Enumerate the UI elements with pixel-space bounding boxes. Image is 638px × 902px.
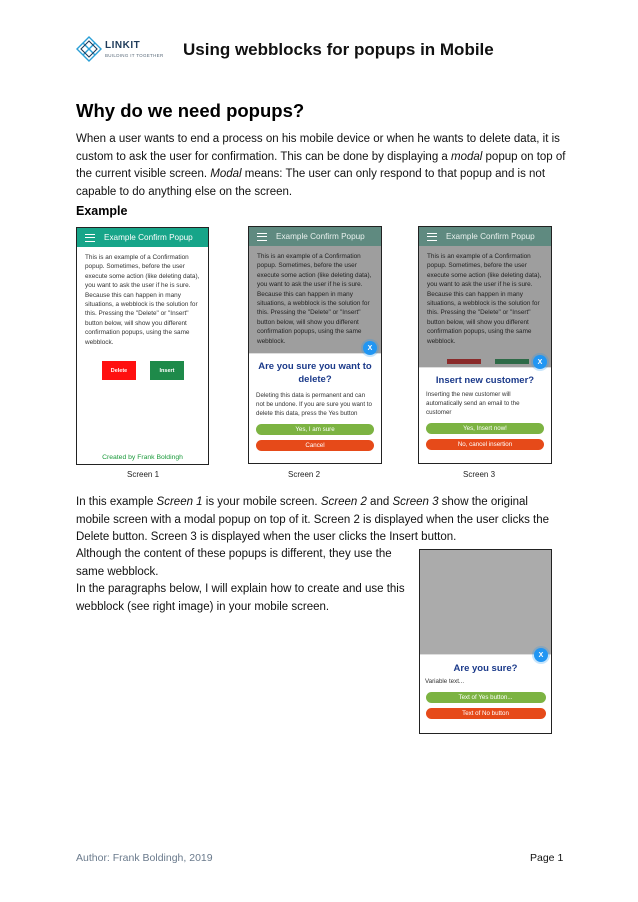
app-bar <box>249 227 381 246</box>
webblock-preview <box>419 549 552 734</box>
delete-confirm-modal <box>249 353 381 463</box>
close-icon[interactable]: X <box>533 355 547 369</box>
modal-text: Variable text... <box>425 678 465 685</box>
logo-name: LINKIT <box>105 40 141 51</box>
explain-paragraph <box>76 494 564 547</box>
app-bar-title: Example Confirm Popup <box>276 232 365 241</box>
example-label: Example <box>76 204 128 218</box>
menu-icon <box>257 233 267 241</box>
modal-title: Are you sure? <box>453 663 518 674</box>
explain-screen-1: Screen 1 <box>156 496 203 508</box>
caption-screen-3: Screen 3 <box>463 470 496 479</box>
action-buttons <box>102 361 184 380</box>
cancel-button[interactable]: No, cancel insertion <box>426 439 544 450</box>
app-bar <box>77 228 208 247</box>
explain-text-a: In this example <box>76 496 157 508</box>
cancel-button[interactable]: Cancel <box>256 440 374 451</box>
yes-button[interactable]: Yes, I am sure <box>256 424 374 435</box>
no-button[interactable]: Text of No button <box>426 708 546 719</box>
menu-icon <box>427 233 437 241</box>
screen-body-text: This is an example of a Confirmation popup. Sometimes, before the user execute some action (like deleting data), you want to ask the user if he is sure. Because this can happen in many situations, a webblock is the solution for this. Pressing the "Delete" or "Insert" button below, will show you different confirmation popups, using the same webblock. <box>257 253 372 345</box>
app-bar-title: Example Confirm Popup <box>104 233 193 242</box>
yes-button[interactable]: Text of Yes button... <box>426 692 546 703</box>
footer-page-number: Page 1 <box>530 852 564 864</box>
intro-paragraph <box>76 131 566 201</box>
explain-text-c: and <box>366 496 393 508</box>
screen-2 <box>248 226 382 464</box>
section-heading: Why do we need popups? <box>76 100 305 121</box>
webblock-paragraph-2: In the paragraphs below, I will explain how to create and use this webblock (see right image) in your mobile screen. <box>76 583 405 613</box>
webblock-modal <box>420 654 551 733</box>
caption-screen-2: Screen 2 <box>288 470 321 479</box>
app-bar <box>419 227 551 246</box>
dimmed-background <box>249 227 381 353</box>
intro-modal-word-2: Modal <box>210 168 242 180</box>
logo-mark-icon <box>76 36 102 62</box>
close-icon[interactable]: X <box>363 341 377 355</box>
explain-text-d: show the original mobile screen with a modal popup on top of it. Screen 2 is displayed when the user clicks the Delete button. Screen 3 is displayed when the user clicks the Insert button. <box>76 496 550 543</box>
modal-text: Deleting this data is permanent and can not be undone. If you are sure you want to delete this data, press the Yes button <box>256 392 372 417</box>
explain-screen-3: Screen 3 <box>392 496 439 508</box>
app-bar-title: Example Confirm Popup <box>446 232 535 241</box>
intro-text-3: means: The user can only respond to that popup and is not capable to do anything else on the screen. <box>76 168 546 198</box>
intro-modal-word: modal <box>451 150 483 163</box>
intro-text-1: When a user wants to end a process on his mobile device or when he wants to delete data, it is custom to ask the user for confirmation. This can be done by displaying a <box>76 133 560 163</box>
delete-button[interactable]: Delete <box>102 361 136 380</box>
screen-3 <box>418 226 552 464</box>
screen-1 <box>76 227 209 465</box>
webblock-paragraph-1: Although the content of these popups is different, they use the same webblock. <box>76 548 392 578</box>
dimmed-background <box>420 550 551 654</box>
close-icon[interactable]: X <box>534 648 548 662</box>
screen-body-text: This is an example of a Confirmation popup. Sometimes, before the user execute some action (like deleting data), you want to ask the user if he is sure. Because this can happen in many situations, a webblock is the solution for this. Pressing the "Delete" or "Insert" button below, will show you different confirmation popups, using the same webblock. <box>85 254 200 346</box>
caption-screen-1: Screen 1 <box>127 470 160 479</box>
linkit-logo <box>76 36 196 66</box>
yes-button[interactable]: Yes, Insert now! <box>426 423 544 434</box>
modal-title: Are you sure you want to delete? <box>258 361 372 385</box>
dimmed-insert-button <box>495 359 529 364</box>
insert-button[interactable]: Insert <box>150 361 184 380</box>
page-header <box>76 34 576 70</box>
logo-tagline: BUILDING IT TOGETHER <box>105 53 164 58</box>
credit-text: Created by Frank Boldingh <box>102 454 183 461</box>
dimmed-delete-button <box>447 359 481 364</box>
explain-text-b: is your mobile screen. <box>202 496 321 508</box>
document-title: Using webblocks for popups in Mobile <box>183 40 494 59</box>
screen-body-text: This is an example of a Confirmation popup. Sometimes, before the user execute some action (like deleting data), you want to ask the user if he is sure. Because this can happen in many situations, a webblock is the solution for this. Pressing the "Delete" or "Insert" button below, will show you different confirmation popups, using the same webblock. <box>427 253 542 345</box>
menu-icon[interactable] <box>85 234 95 242</box>
dimmed-background <box>419 227 551 367</box>
footer-author: Author: Frank Boldingh, 2019 <box>76 852 213 864</box>
modal-text: Inserting the new customer will automatically send an email to the customer <box>426 391 520 416</box>
insert-confirm-modal <box>419 367 551 463</box>
modal-title: Insert new customer? <box>435 375 535 386</box>
intro-text-2: popup on top of the current visible screen. <box>76 150 566 180</box>
explain-screen-2: Screen 2 <box>320 496 367 508</box>
